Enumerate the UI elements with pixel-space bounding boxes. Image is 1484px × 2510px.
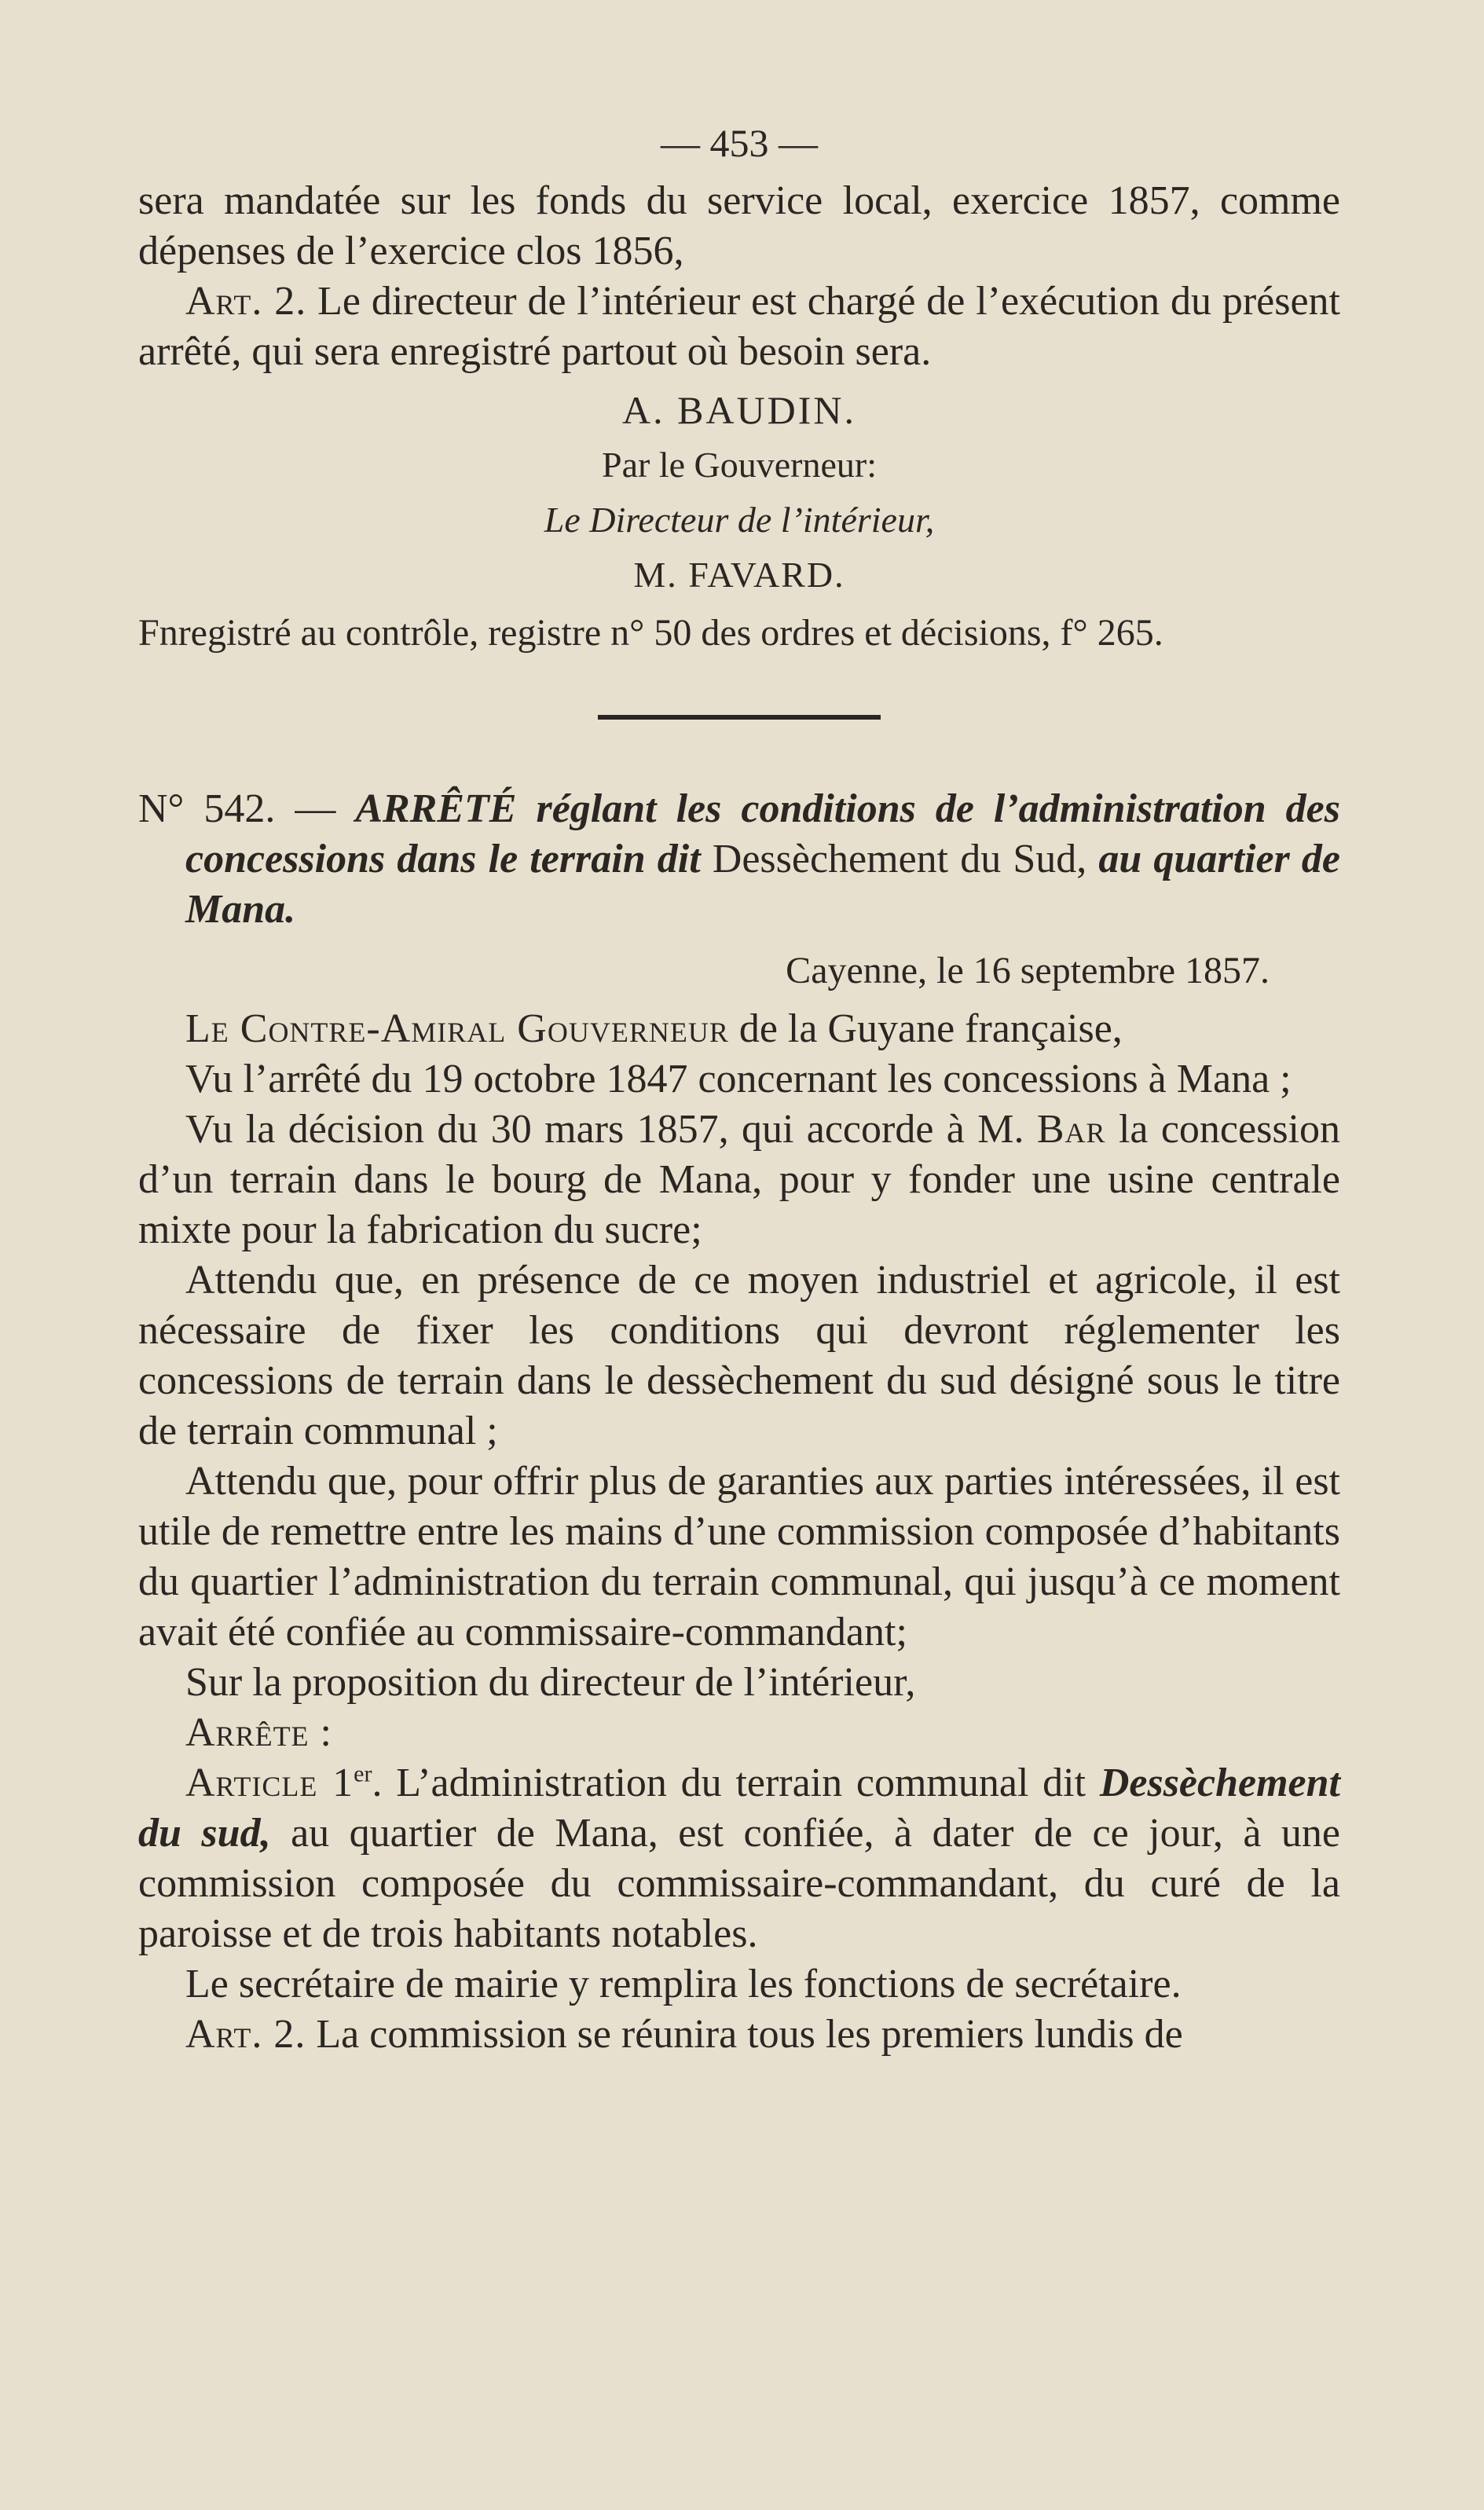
article-label: Art. 2. bbox=[185, 279, 307, 324]
place-and-date: Cayenne, le 16 septembre 1857. bbox=[786, 950, 1270, 991]
proposition-line: Sur la proposition du directeur de l’intérieur, bbox=[185, 1660, 916, 1705]
preamble-title: Le Contre-Amiral Gouverneur bbox=[185, 1006, 729, 1051]
vu-2-start: Vu la décision du 30 mars 1857, qui accorde à M. bbox=[185, 1107, 1037, 1152]
article-1 bbox=[138, 1758, 1340, 1959]
continuation-article-2 bbox=[138, 277, 1340, 377]
continuation-paragraph: sera mandatée sur les fonds du service local, exercice 1857, comme dépenses de l’exercice clos 1856, bbox=[138, 178, 1340, 273]
by-governor-label: Par le Gouverneur: bbox=[602, 445, 877, 485]
arrete-heading: Arrête : bbox=[185, 1710, 332, 1755]
secretary-line: Le secrétaire de mairie y remplira les fonctions de secrétaire. bbox=[185, 1962, 1182, 2006]
vu-2-name: Bar bbox=[1036, 1107, 1106, 1152]
considerant-attendu-1: Attendu que, en présence de ce moyen industriel et agricole, il est nécessaire de fixer les conditions qui devront réglementer les concessions de terrain dans le dessèchement du sud désigné sous le titre de terrain communal ; bbox=[138, 1258, 1340, 1453]
article-2-text: La commission se réunira tous les premiers lundis de bbox=[306, 2012, 1183, 2057]
governor-signature: A. BAUDIN. bbox=[621, 388, 857, 432]
decree-title-keyword: ARRÊTÉ bbox=[355, 786, 517, 831]
article-1-superscript: er bbox=[354, 1761, 372, 1787]
vu-2-end: la concession d’un terrain dans le bourg de Mana, pour y fonder une usine centrale mixte pour la fabrication du sucre; bbox=[138, 1107, 1340, 1252]
page-content bbox=[138, 118, 1340, 2060]
decree-title-part-1: réglant les conditions de l’administration des concessions dans le terrain dit bbox=[185, 786, 1340, 881]
considerant-vu-2 bbox=[138, 1105, 1340, 1255]
decree-title-part-2: au quartier de Mana. bbox=[185, 837, 1340, 932]
preamble-rest: de la Guyane française, bbox=[728, 1006, 1123, 1051]
section-divider bbox=[598, 715, 881, 720]
article-1-label: Article 1 bbox=[185, 1761, 354, 1805]
article-1-text-end: au quartier de Mana, est confiée, à dater de ce jour, à une commission composée du commissaire-commandant, du curé de la paroisse et de trois habitants notables. bbox=[138, 1811, 1341, 1956]
considerant-attendu-2: Attendu que, pour offrir plus de garanties aux parties intéressées, il est utile de remettre entre les mains d’une commission composée d’habitants du quartier l’administration du terrain communal, qui jusqu’à ce moment avait été confiée au commissaire-commandant; bbox=[138, 1459, 1340, 1654]
decree-number: N° 542. — bbox=[138, 786, 356, 831]
registration-note: Fnregistré au contrôle, registre n° 50 des ordres et décisions, f° 265. bbox=[138, 612, 1163, 654]
article-1-italic: Dessèchement du sud, bbox=[138, 1761, 1340, 1856]
article-text: Le directeur de l’intérieur est chargé de l’exécution du présent arrêté, qui sera enregistré partout où besoin sera. bbox=[138, 279, 1340, 374]
page-number: — 453 — bbox=[661, 121, 818, 165]
article-2-label: Art. 2. bbox=[185, 2012, 306, 2057]
decree-heading bbox=[138, 784, 1340, 935]
decree-title-upright: Dessèchement du Sud, bbox=[712, 837, 1087, 881]
director-title: Le Directeur de l’intérieur, bbox=[544, 500, 935, 540]
preamble bbox=[138, 1004, 1340, 1054]
article-1-text-start: . L’administration du terrain communal dit bbox=[372, 1761, 1100, 1805]
article-2 bbox=[138, 2010, 1340, 2060]
considerant-vu-1: Vu l’arrêté du 19 octobre 1847 concernant les concessions à Mana ; bbox=[185, 1057, 1292, 1101]
director-name: M. FAVARD. bbox=[633, 555, 845, 595]
